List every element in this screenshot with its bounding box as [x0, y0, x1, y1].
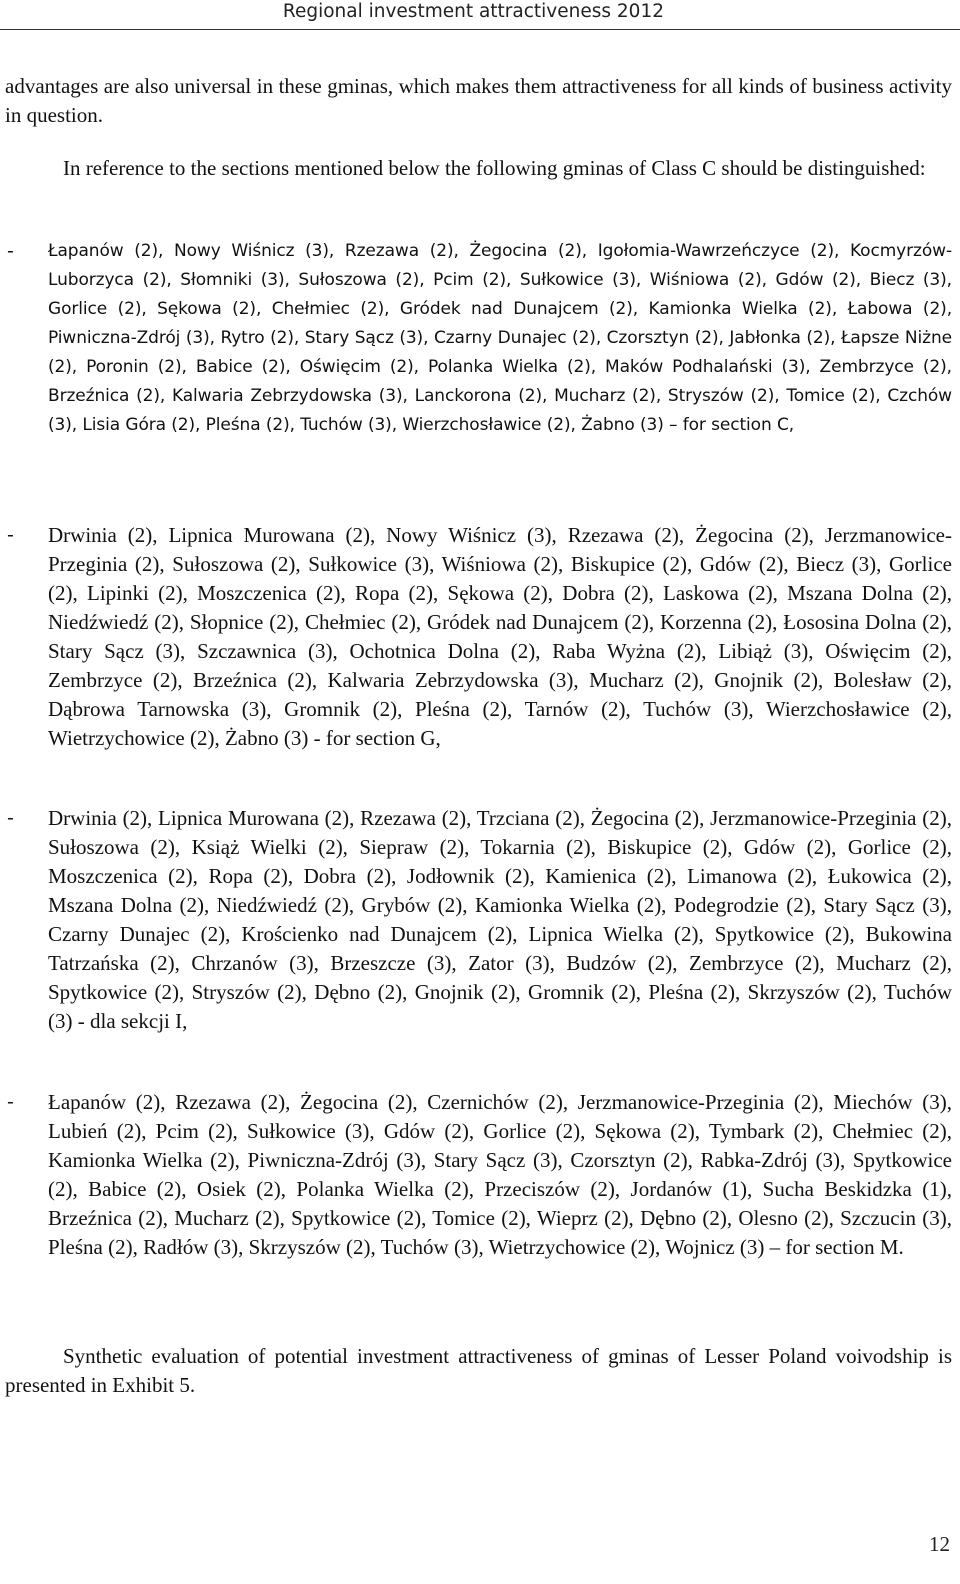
list-item-section-i	[5, 804, 952, 1036]
list-bullet: -	[7, 240, 14, 262]
list-item-section-g	[5, 521, 952, 753]
list-bullet: -	[7, 1091, 14, 1113]
list-item-text: Łapanów (2), Rzezawa (2), Żegocina (2), Czernichów (2), Jerzmanowice-Przeginia (2), Miechów (3), Lubień (2), Pcim (2), Sułkowice (3), Gdów (2), Gorlice (2), Sękowa (2), Tymbark (2), Chełmiec (2), Kamionka Wielka (2), Piwniczna-Zdrój (3), Stary Sącz (3), Czorsztyn (2), Rabka-Zdrój (3), Spytkowice (2), Babice (2), Osiek (2), Polanka Wielka (2), Przeciszów (2), Jordanów (1), Sucha Beskidzka (1), Brzeźnica (2), Mucharz (2), Spytkowice (2), Tomice (2), Wieprz (2), Dębno (2), Olesno (2), Szczucin (3), Pleśna (2), Radłów (3), Skrzyszów (2), Tuchów (3), Wietrzychowice (2), Wojnicz (3) – for section M.	[48, 1090, 952, 1259]
list-item-text: Łapanów (2), Nowy Wiśnicz (3), Rzezawa (2), Żegocina (2), Igołomia-Wawrzeńczyce (2), Kocmyrzów-Luborzyca (2), Słomniki (3), Sułoszowa (2), Pcim (2), Sułkowice (3), Wiśniowa (2), Gdów (2), Biecz (3), Gorlice (2), Sękowa (2), Chełmiec (2), Gródek nad Dunajcem (2), Kamionka Wielka (2), Łabowa (2), Piwniczna-Zdrój (3), Rytro (2), Stary Sącz (3), Czarny Dunajec (2), Czorsztyn (2), Jabłonka (2), Łapsze Niżne (2), Poronin (2), Babice (2), Oświęcim (2), Polanka Wielka (2), Maków Podhalański (3), Zembrzyce (2), Brzeźnica (2), Kalwaria Zebrzydowska (3), Lanckorona (2), Mucharz (2), Stryszów (2), Tomice (2), Czchów (3), Lisia Góra (2), Pleśna (2), Tuchów (3), Wierzchosławice (2), Żabno (3) – for section C,	[48, 241, 952, 435]
intro-continuation-paragraph: advantages are also universal in these gminas, which makes them attractiveness for all kinds of business activity in question.	[5, 74, 952, 127]
list-item-text: Drwinia (2), Lipnica Murowana (2), Rzezawa (2), Trzciana (2), Żegocina (2), Jerzmanowice-Przeginia (2), Sułoszowa (2), Książ Wielki (2), Siepraw (2), Tokarnia (2), Biskupice (2), Gdów (2), Gorlice (2), Moszczenica (2), Ropa (2), Dobra (2), Jodłownik (2), Kamienica (2), Limanowa (2), Łukowica (2), Mszana Dolna (2), Niedźwiedź (2), Grybów (2), Kamionka Wielka (2), Podegrodzie (2), Stary Sącz (3), Czarny Dunajec (2), Krościenko nad Dunajcem (2), Lipnica Wielka (2), Spytkowice (2), Bukowina Tatrzańska (2), Chrzanów (3), Brzeszcze (3), Zator (3), Budzów (2), Zembrzyce (2), Mucharz (2), Spytkowice (2), Stryszów (2), Dębno (2), Gnojnik (2), Gromnik (2), Pleśna (2), Skrzyszów (2), Tuchów (3) - dla sekcji I,	[48, 806, 952, 1033]
synthetic-evaluation-paragraph: Synthetic evaluation of potential investment attractiveness of gminas of Lesser Poland voivodship is presented in Exhibit 5.	[5, 1344, 952, 1397]
page-number: 12	[929, 1532, 950, 1556]
reference-paragraph: In reference to the sections mentioned below the following gminas of Class C should be distinguished:	[63, 156, 926, 180]
list-item-section-m	[5, 1088, 952, 1262]
list-bullet: -	[7, 807, 14, 829]
running-header	[0, 0, 960, 30]
list-item-text: Drwinia (2), Lipnica Murowana (2), Nowy Wiśnicz (3), Rzezawa (2), Żegocina (2), Jerzmanowice-Przeginia (2), Sułoszowa (2), Sułkowice (3), Wiśniowa (2), Biskupice (2), Gdów (2), Biecz (3), Gorlice (2), Lipinki (2), Moszczenica (2), Ropa (2), Sękowa (2), Dobra (2), Laskowa (2), Mszana Dolna (2), Niedźwiedź (2), Słopnice (2), Chełmiec (2), Gródek nad Dunajcem (2), Korzenna (2), Łososina Dolna (2), Stary Sącz (3), Szczawnica (3), Ochotnica Dolna (2), Raba Wyżna (2), Libiąż (3), Oświęcim (2), Zembrzyce (2), Brzeźnica (2), Kalwaria Zebrzydowska (3), Mucharz (2), Gnojnik (2), Bolesław (2), Dąbrowa Tarnowska (3), Gromnik (2), Pleśna (2), Tarnów (2), Tuchów (3), Wierzchosławice (2), Wietrzychowice (2), Żabno (3) - for section G,	[48, 523, 952, 750]
list-bullet: -	[7, 524, 14, 546]
header-title: Regional investment attractiveness 2012	[282, 1, 664, 22]
list-item-section-c	[5, 237, 952, 440]
